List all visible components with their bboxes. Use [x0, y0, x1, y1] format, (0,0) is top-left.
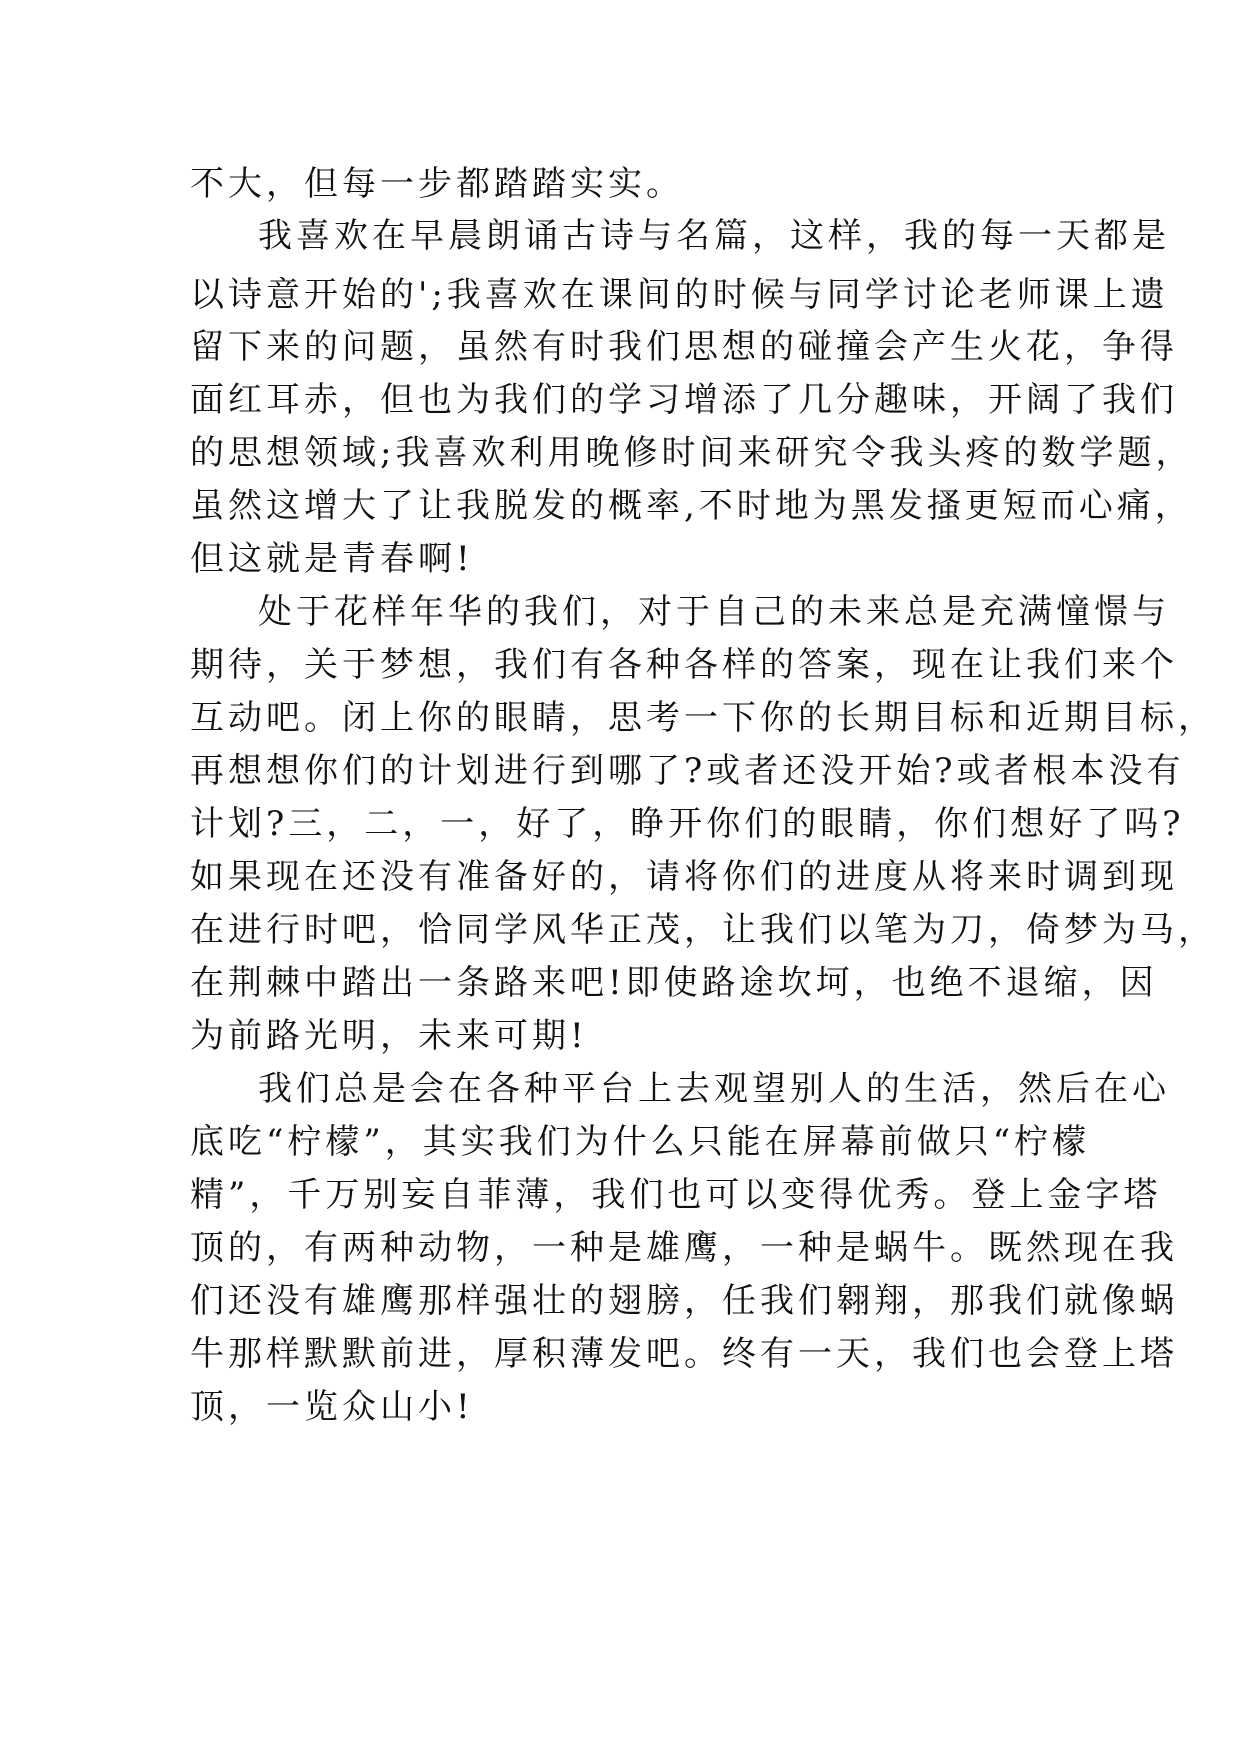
text-line: 以诗意开始的';我喜欢在课间的时候与同学讨论老师课上遗 — [190, 275, 1169, 315]
text-line: 但这就是青春啊! — [190, 539, 474, 579]
text-line: 再想想你们的计划进行到哪了?或者还没开始?或者根本没有 — [190, 751, 1185, 791]
paragraph-first-line: 处于花样年华的我们，对于自己的未来总是充满憧憬与 — [258, 592, 1170, 632]
paragraph-first-line: 我喜欢在早晨朗诵古诗与名篇，这样，我的每一天都是 — [258, 216, 1170, 256]
text-line: 虽然这增大了让我脱发的概率,不时地为黑发搔更短而心痛， — [190, 486, 1193, 526]
text-line: 留下来的问题，虽然有时我们思想的碰撞会产生火花，争得 — [190, 327, 1178, 367]
text-line: 底吃“柠檬”，其实我们为什么只能在屏幕前做只“柠檬 — [190, 1122, 1091, 1162]
text-line: 在荆棘中踏出一条路来吧!即使路途坎坷，也绝不退缩，因 — [190, 963, 1158, 1003]
text-line: 牛那样默默前进，厚积薄发吧。终有一天，我们也会登上塔 — [190, 1334, 1178, 1374]
text-line: 如果现在还没有准备好的，请将你们的进度从将来时调到现 — [190, 857, 1178, 897]
text-line: 互动吧。闭上你的眼睛，思考一下你的长期目标和近期目标， — [190, 698, 1216, 738]
paragraph-first-line: 我们总是会在各种平台上去观望别人的生活，然后在心 — [258, 1069, 1170, 1109]
text-line: 为前路光明，未来可期! — [190, 1016, 588, 1056]
text-line: 们还没有雄鹰那样强壮的翅膀，任我们翱翔，那我们就像蜗 — [190, 1281, 1178, 1321]
text-line: 顶的，有两种动物，一种是雄鹰，一种是蜗牛。既然现在我 — [190, 1228, 1178, 1268]
text-line: 顶，一览众山小! — [190, 1387, 474, 1427]
text-line: 期待，关于梦想，我们有各种各样的答案，现在让我们来个 — [190, 645, 1178, 685]
text-line: 面红耳赤，但也为我们的学习增添了几分趣味，开阔了我们 — [190, 380, 1178, 420]
text-line: 不大，但每一步都踏踏实实。 — [190, 164, 684, 204]
text-line: 精”，千万别妄自菲薄，我们也可以变得优秀。登上金字塔 — [190, 1175, 1162, 1215]
text-line: 的思想领域;我喜欢利用晚修时间来研究令我头疼的数学题， — [190, 433, 1194, 473]
text-line: 计划?三，二，一，好了，睁开你们的眼睛，你们想好了吗? — [190, 804, 1185, 844]
text-line: 在进行时吧，恰同学风华正茂，让我们以笔为刀，倚梦为马， — [190, 910, 1216, 950]
